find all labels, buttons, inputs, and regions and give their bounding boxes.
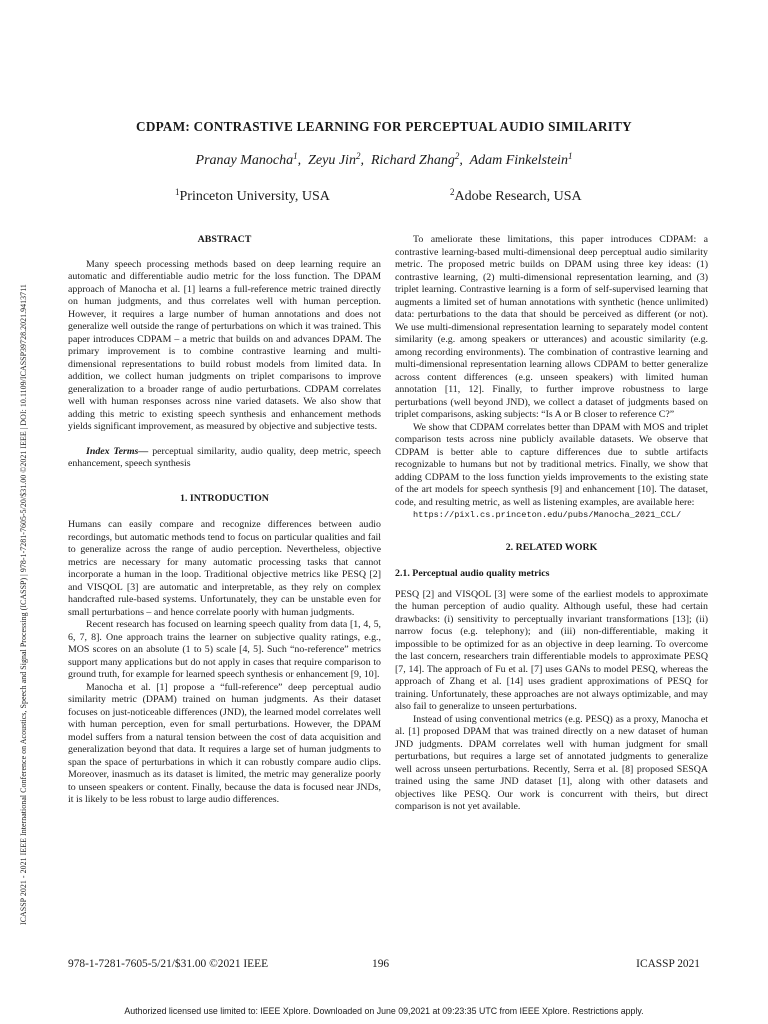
left-column <box>68 234 381 807</box>
author-list: Pranay Manocha$^1$, Zeyu Jin$^2$, Richard Zhang$^2$, Adam Finkelstein$^1$ <box>195 151 573 168</box>
paragraph: To ameliorate these limitations, this paper introduces CDPAM: a contrastive learning-based multi-dimensional deep perceptual audio similarity metric. The proposed metric builds on DPAM using three key ideas: (1) contrastive learning, (2) multi-dimensional representation learning, and (3) triplet learning. Contrastive learning is a form of self-supervised learning that augments a limited set of human annotations with synthetic (hence unlimited) data: perturbations to the data that should be perceived as different (or not). We use multi-dimensional representation learning to separately model content similarity (e.g. among speakers or utterances) and acoustic similarity (e.g. among recording environments). The combination of contrastive learning and multi-dimensional representation learning allows CDPAM to better generalize across content differences (e.g. unseen speakers) with limited human annotation [11, 12]. Finally, to further improve robustness to large perturbations (well beyond JND), we collect a dataset of judgments based on triplet comparisons, asking subjects: “Is A or B closer to reference C?” <box>395 234 708 420</box>
index-terms-label: Index Terms— <box>86 445 149 457</box>
subsection-heading: 2.1. Perceptual audio quality metrics <box>395 568 550 579</box>
paragraph: Recent research has focused on learning speech quality from data [1, 4, 5, 6, 7, 8]. One approach trains the learner on subjective quality ratings, e.g., MOS scores on an absolute (1 to 5) scale [4, 5]. Such “no-reference” metrics support many applications but do not apply in cases that require comparison to ground truth, for example for learned speech synthesis or enhancement [9, 10]. <box>68 619 381 680</box>
affiliation <box>175 189 330 205</box>
paragraph: Instead of using conventional metrics (e.g. PESQ) as a proxy, Manocha et al. [1] proposed DPAM that was trained directly on a new dataset of human JND judgments. DPAM correlates well with human judgment for small perturbations, but requires a large set of annotated judgments to generalize well across unseen perturbations. Recently, Serra et al. [8] proposed SESQA trained using the same JND dataset [1], along with other datasets and objectives like PESQ. Our work is concurrent with theirs, but direct comparison is not yet available. <box>395 713 708 812</box>
affiliation-text: Princeton University, USA <box>179 189 330 204</box>
footer-venue: ICASSP 2021 <box>636 958 700 970</box>
project-url-link[interactable]: https://pixl.cs.princeton.edu/pubs/Manocha_2021_CCL/ <box>413 510 682 520</box>
author-affiliation-mark: 1 <box>293 151 298 161</box>
abstract-heading: ABSTRACT <box>197 234 252 245</box>
abstract-text: Many speech processing methods based on deep learning require an automatic and differentiable audio metric for the loss function. The DPAM approach of Manocha et al. [1] learns a full-reference metric trained directly on human judgments, and thus correlates well with human perception. However, it requires a large number of human annotations and does not generalize well outside the range of perturbations on which it was trained. This paper introduces CDPAM – a metric that builds on and advances DPAM. The primary improvement is to combine contrastive learning and multi-dimensional representations to build robust models from limited data. In addition, we collect human judgments on triplet comparisons to improve generalization to a broader range of audio perturbations. CDPAM correlates well with human responses across nine varied datasets. We also show that adding this metric to existing speech synthesis and enhancement methods yields significant improvement, as measured by objective and subjective tests. <box>68 258 381 432</box>
footer-copyright: 978-1-7281-7605-5/21/$31.00 ©2021 IEEE <box>68 958 269 970</box>
author-name: Zeyu Jin <box>308 153 356 168</box>
section-heading: 1. INTRODUCTION <box>180 492 269 504</box>
right-column <box>395 234 708 814</box>
author-affiliation-mark: 1 <box>567 151 573 161</box>
author-affiliation-mark: 2 <box>454 151 460 161</box>
author-name: Adam Finkelstein <box>469 153 568 168</box>
doi-sidebar-text: ICASSP 2021 - 2021 IEEE International Conference on Acoustics, Speech and Signal Processing (ICASSP) | 978-1-7281-7605-5/20/$31.00 ©2021 IEEE | DOI: 10.1109/ICASSP39728.2021.9413711 <box>19 284 28 925</box>
section-heading: 2. RELATED WORK <box>505 541 598 553</box>
affiliation-text: Adobe Research, USA <box>454 189 582 204</box>
index-terms <box>68 446 381 471</box>
paper-title: CDPAM: CONTRASTIVE LEARNING FOR PERCEPTUAL AUDIO SIMILARITY <box>136 119 632 134</box>
doi-sidebar <box>9 95 29 925</box>
affiliation <box>450 189 582 205</box>
paragraph: We show that CDPAM correlates better than DPAM with MOS and triplet comparison tests across nine publicly available datasets. We observe that CDPAM is better able to capture differences due to subtle artifacts recognizable to humans but not by traditional metrics. Finally, we show that adding CDPAM to the loss function yields improvements to the existing state of the art models for speech synthesis [9] and enhancement [10]. The dataset, code, and resulting metric, as well as listening examples, are available here: <box>395 421 708 508</box>
paragraph: Humans can easily compare and recognize differences between audio recordings, but automatic methods tend to focus on particular qualities and fail to generalize across the range of audio perception. Nevertheless, objective metrics are necessary for many automatic processing tasks that cannot incorporate a human in the loop. Traditional objective metrics like PESQ [2] and VISQOL [3] are automatic and interpretable, as they rely on complex handcrafted rule-based systems. Unfortunately, they can be unstable even for small perturbations – and hence correlate poorly with human judgments. <box>68 519 381 618</box>
page-number: 196 <box>372 958 390 970</box>
author-affiliation-mark: 2 <box>355 151 361 161</box>
paragraph: PESQ [2] and VISQOL [3] were some of the earliest models to approximate the human perception of audio quality. Although useful, these had certain drawbacks: (i) sensitivity to perceptually invariant transformations [13]; (ii) narrow focus (e.g. telephony); and (iii) non-differentiable, making it impossible to be optimized for as an objective in deep learning. To overcome the last concern, researchers train differentiable models to approximate PESQ [7, 14]. The approach of Fu et al. [7] uses GANs to model PESQ, whereas the approach of Zhang et al. [14] uses gradient approximations of PESQ for training. Unfortunately, these approaches are not always optimizable, and may also fail to generalize to unseen perturbations. <box>395 588 708 712</box>
paragraph: Manocha et al. [1] propose a “full-reference” deep perceptual audio similarity metric (DPAM) trained on human judgments. As their dataset focuses on just-noticeable differences (JND), the learned model correlates well with human perception, even for small perturbations. However, the DPAM model suffers from a natural tension between the cost of data acquisition and generalization beyond that data. It requires a large set of human judgments to span the space of perturbations in which it can robustly compare audio clips. Moreover, inasmuch as its dataset is limited, the metric may generalize poorly to unseen speakers or content. Finally, because the data is focused near JNDs, it is likely to be less robust to large audio differences. <box>68 681 381 805</box>
affiliation-mark: 1 <box>175 187 180 197</box>
author-name: Pranay Manocha <box>195 153 294 168</box>
affiliation-mark: 2 <box>450 187 455 197</box>
index-terms-text: perceptual similarity, audio quality, deep metric, speech enhancement, speech synthesis <box>68 445 381 469</box>
author-name: Richard Zhang <box>370 153 455 168</box>
license-notice: Authorized licensed use limited to: IEEE Xplore. Downloaded on June 09,2021 at 09:23:35 UTC from IEEE Xplore. Restrictions apply. <box>124 1006 644 1016</box>
